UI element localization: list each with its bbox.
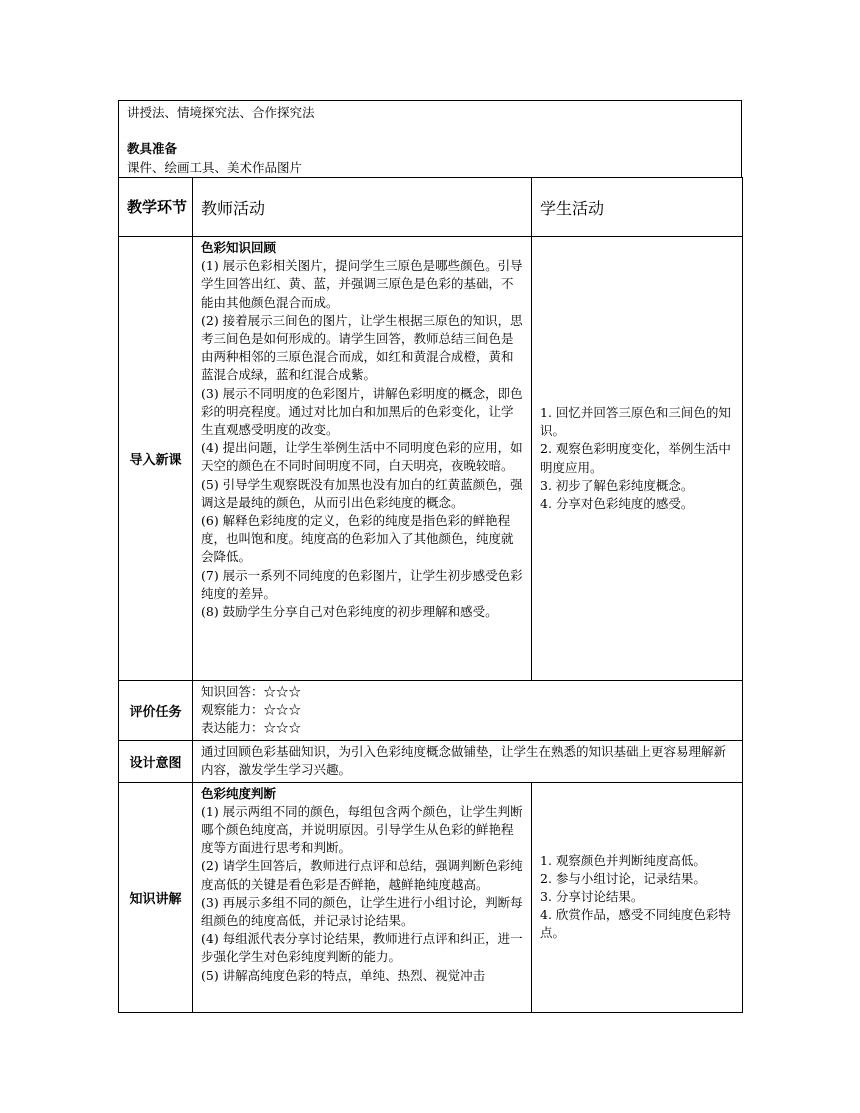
list-item: (2) 接着展示三间色的图片，让学生根据三原色的知识，思考三间色是如何形成的。请学生回答，教师总结三间色是由两种相邻的三原色混合而成，如红和黄混合成橙，黄和蓝混合成绿，蓝和红混合成紫。 [201,312,523,383]
teacher-activity-cell [193,237,532,681]
col-header-teacher: 教师活动 [193,178,532,237]
list-item: (5) 讲解高纯度色彩的特点，单纯、热烈、视觉冲击 [201,967,486,983]
list-item: (7) 展示一系列不同纯度的色彩图片，让学生初步感受色彩纯度的差异。 [201,567,523,601]
methods-section [118,100,742,177]
stage-label: 评价任务 [119,681,193,741]
list-item: 3. 分享讨论结果。 [540,889,644,904]
teacher-activity-cell [193,782,532,1012]
col-header-stage: 教学环节 [119,178,193,237]
col-header-student: 学生活动 [532,178,743,237]
student-activity-cell [532,237,743,681]
tools-title: 教具准备 [127,141,178,156]
table-header-row [119,178,743,237]
list-item: 2. 参与小组讨论，记录结果。 [540,870,706,886]
list-item: 表达能力：☆☆☆ [201,720,302,736]
tools-list: 课件、绘画工具、美术作品图片 [127,160,303,175]
list-item: 观察能力：☆☆☆ [201,702,302,718]
list-item: (2) 请学生回答后，教师进行点评和总结，强调判断色彩纯度高低的关键是看色彩是否鲜艳，越鲜艳纯度越高。 [201,858,523,892]
student-activity-cell [532,782,743,1012]
section-title: 色彩纯度判断 [201,785,277,801]
table-row-eval [119,681,743,741]
list-item: (4) 提出问题，让学生举例生活中不同明度色彩的应用，如天空的颜色在不同时间明度不同，白天明亮，夜晚较暗。 [201,440,523,474]
stage-label: 设计意图 [119,740,193,782]
list-item: (1) 展示两组不同的颜色，每组包含两个颜色，让学生判断哪个颜色纯度高，并说明原因。引导学生从色彩的鲜艳程度等方面进行思考和判断。 [201,803,523,856]
list-item: 3. 初步了解色彩纯度概念。 [540,477,694,493]
lesson-plan-page [118,100,742,1013]
list-item: 2. 观察色彩明度变化，举例生活中明度应用。 [540,441,731,475]
table-row-intro [119,237,743,681]
list-item: 4. 分享对色彩纯度的感受。 [540,495,694,511]
list-item: (8) 鼓励学生分享自己对色彩纯度的初步理解和感受。 [201,604,498,620]
list-item: (3) 展示不同明度的色彩图片，讲解色彩明度的概念，即色彩的明亮程度。通过对比加白和加黑后的色彩变化，让学生直观感受明度的改变。 [201,385,523,438]
list-item: 知识回答：☆☆☆ [201,684,302,699]
list-item: (5) 引导学生观察既没有加黑也没有加白的红黄蓝颜色，强调这是最纯的颜色，从而引出色彩纯度的概念。 [201,476,523,510]
table-row-knowledge [119,782,743,1012]
list-item: (6) 解释色彩纯度的定义，色彩的纯度是指色彩的鲜艳程度，也叫饱和度。纯度高的色彩加入了其他颜色，纯度就会降低。 [201,513,514,565]
section-title: 色彩知识回顾 [201,240,277,255]
list-item: (1) 展示色彩相关图片，提问学生三原色是哪些颜色。引导学生回答出红、黄、蓝，并强调三原色是色彩的基础，不能由其他颜色混合而成。 [201,258,523,310]
list-item: 1. 回忆并回答三原色和三间色的知识。 [540,404,731,439]
lesson-table [118,177,743,1013]
list-item: 1. 观察颜色并判断纯度高低。 [540,852,706,868]
list-item: (3) 再展示多组不同的颜色，让学生进行小组讨论，判断每组颜色的纯度高低，并记录讨论结果。 [201,894,523,929]
stage-label: 知识讲解 [119,782,193,1012]
eval-cell [193,681,743,741]
teaching-methods: 讲授法、情境探究法、合作探究法 [127,105,315,120]
list-item: 4. 欣赏作品，感受不同纯度色彩特点。 [540,907,731,941]
table-row-design [119,740,743,782]
stage-label: 导入新课 [119,237,193,681]
design-text: 通过回顾色彩基础知识，为引入色彩纯度概念做铺垫，让学生在熟悉的知识基础上更容易理解新内容，激发学生学习兴趣。 [193,740,743,782]
list-item: (4) 每组派代表分享讨论结果，教师进行点评和纠正，进一步强化学生对色彩纯度判断的能力。 [201,931,523,965]
